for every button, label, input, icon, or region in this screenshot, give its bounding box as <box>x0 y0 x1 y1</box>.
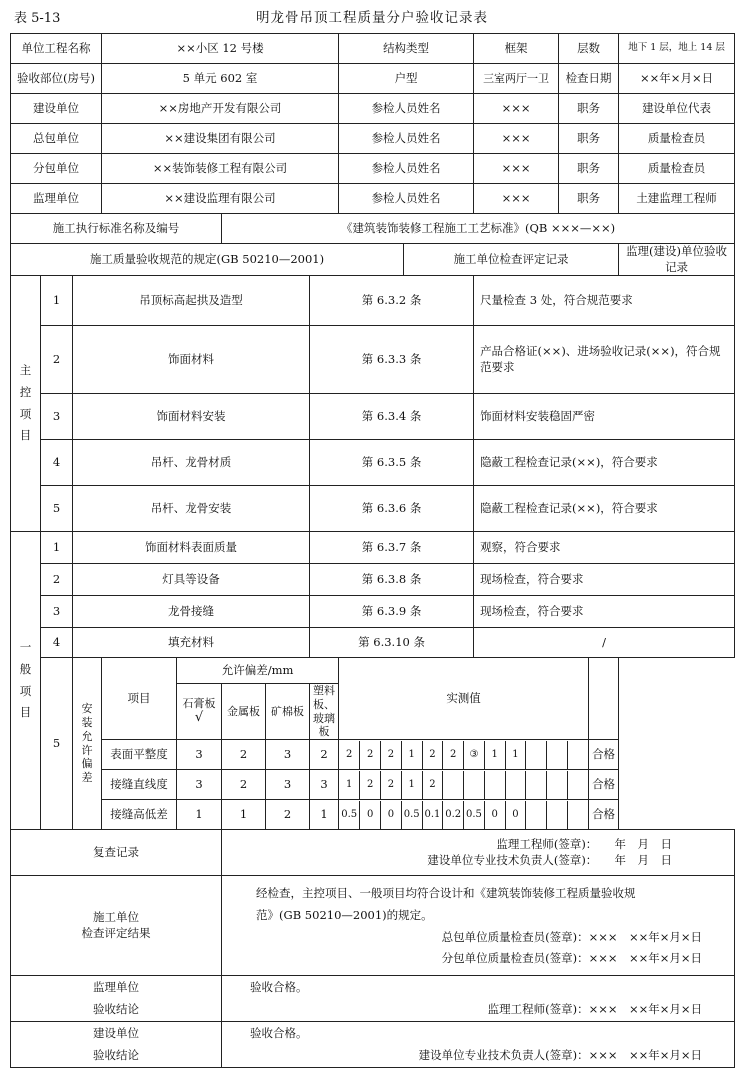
measured-value-cell: 0.2 <box>443 801 464 829</box>
item-clause: 第 6.3.10 条 <box>310 628 474 658</box>
main-item-row <box>11 486 735 532</box>
review-content <box>222 830 735 876</box>
main-item-row <box>11 394 735 440</box>
measured-value-cell <box>464 771 485 799</box>
measured-value-cell <box>567 771 588 799</box>
acceptance-form <box>10 33 735 1068</box>
item-record: / <box>474 628 735 658</box>
measured-value-cell <box>526 741 547 769</box>
participant-unit: 监理单位 <box>11 184 102 214</box>
measured-value-cell: 0 <box>381 801 402 829</box>
gypsum-board-label: 石膏板 <box>182 696 216 710</box>
owner-label-2: 验收结论 <box>93 1047 140 1062</box>
part-value: 5 单元 602 室 <box>102 64 339 94</box>
owner-sign: 建设单位专业技术负责人(签章)：××× ××年×月×日 <box>418 1047 703 1062</box>
participant-row <box>11 94 735 124</box>
item-record <box>474 486 735 532</box>
metal-board-header: 金属板 <box>222 684 266 740</box>
supervisor-conclusion-content <box>222 976 735 1022</box>
date-value: ××年×月×日 <box>619 64 735 94</box>
owner-conclusion-content <box>222 1022 735 1068</box>
contractor-label-2: 检查评定结果 <box>81 925 151 940</box>
tolerance-value: 2 <box>266 800 310 830</box>
participant-job-label: 职务 <box>559 124 619 154</box>
measured-value-cell: 2 <box>360 771 381 799</box>
unit-project-label: 单位工程名称 <box>11 34 102 64</box>
review-line-2: 建设单位专业技术负责人(签章)： 年 月 日 <box>427 852 673 867</box>
review-row <box>11 830 735 876</box>
contractor-conclusion-content <box>222 876 735 976</box>
allowed-deviation-label: 允许偏差/mm <box>177 658 339 684</box>
checkmark: √ <box>194 710 204 726</box>
owner-conclusion-label <box>11 1022 222 1068</box>
item-name: 填充材料 <box>73 628 310 658</box>
measured-value-cell: 2 <box>339 741 360 769</box>
item-no: 1 <box>41 276 73 326</box>
measured-value-cell <box>526 801 547 829</box>
supervisor-label-2: 验收结论 <box>93 1001 140 1016</box>
review-label: 复查记录 <box>11 830 222 876</box>
tolerance-result: 合格 <box>589 800 619 830</box>
item-no: 4 <box>41 628 73 658</box>
tolerance-value: 3 <box>177 770 222 800</box>
tolerance-value: 2 <box>310 740 339 770</box>
tolerance-value: 3 <box>266 770 310 800</box>
item-record <box>474 326 735 394</box>
item-record <box>474 532 735 564</box>
structure-label: 结构类型 <box>339 34 474 64</box>
participant-job-label: 职务 <box>559 184 619 214</box>
contractor-sign-2: 分包单位质量检查员(签章)：××× ××年×月×日 <box>441 951 703 966</box>
mineral-wool-board-header: 矿棉板 <box>266 684 310 740</box>
tolerance-group-text: 安 装 允 许 偏 差 <box>81 702 93 785</box>
supervisor-conclusion-label <box>11 976 222 1022</box>
measured-value-cell <box>505 771 526 799</box>
item-name: 灯具等设备 <box>73 564 310 596</box>
contractor-column-header: 施工单位检查评定记录 <box>404 244 619 276</box>
supervisor-column-header: 监理(建设)单位验收记录 <box>619 244 735 276</box>
item-name: 吊杆、龙骨安装 <box>73 486 310 532</box>
owner-text: 验收合格。 <box>250 1025 308 1040</box>
tolerance-item-name: 接缝直线度 <box>102 770 177 800</box>
measured-value-cell <box>547 801 568 829</box>
tolerance-result: 合格 <box>589 740 619 770</box>
item-record-text: 隐蔽工程检查记录(××)，符合要求 <box>480 500 658 515</box>
contractor-conclusion-label <box>11 876 222 976</box>
item-no: 2 <box>41 326 73 394</box>
item-no: 2 <box>41 564 73 596</box>
participant-name: ××× <box>474 154 559 184</box>
item-no: 5 <box>41 486 73 532</box>
date-label: 检查日期 <box>559 64 619 94</box>
item-record-text: 尺量检查 3 处，符合规范要求 <box>480 292 633 307</box>
participant-name: ××× <box>474 184 559 214</box>
item-record-text: 饰面材料安装稳固严密 <box>480 408 596 423</box>
contractor-conclusion-row <box>11 876 735 976</box>
item-no: 4 <box>41 440 73 486</box>
review-line-1: 监理工程师(签章)： 年 月 日 <box>496 837 673 852</box>
participant-name: ××× <box>474 94 559 124</box>
owner-label-1: 建设单位 <box>93 1025 140 1040</box>
participant-job-label: 职务 <box>559 154 619 184</box>
owner-conclusion-row <box>11 1022 735 1068</box>
item-clause: 第 6.3.8 条 <box>310 564 474 596</box>
measured-grid <box>339 801 588 829</box>
floors-label: 层数 <box>559 34 619 64</box>
contractor-label-1: 施工单位 <box>93 910 140 925</box>
item-record-text: 现场检查，符合要求 <box>480 571 584 586</box>
item-clause: 第 6.3.3 条 <box>310 326 474 394</box>
tolerance-value: 1 <box>310 800 339 830</box>
measured-value-cell: 2 <box>422 741 443 769</box>
standard-label: 施工执行标准名称及编号 <box>11 214 222 244</box>
measured-value-cell: 2 <box>381 741 402 769</box>
item-name: 龙骨接缝 <box>73 596 310 628</box>
participant-name-label: 参检人员姓名 <box>339 94 474 124</box>
main-item-row <box>11 440 735 486</box>
tolerance-header-row-1 <box>11 658 735 684</box>
item-name: 饰面材料 <box>73 326 310 394</box>
tolerance-row <box>11 800 735 830</box>
item-record <box>474 276 735 326</box>
tolerance-result: 合格 <box>589 770 619 800</box>
participant-name-label: 参检人员姓名 <box>339 124 474 154</box>
plastic-glass-board-header: 塑料板、玻璃板 <box>310 684 339 740</box>
item-record <box>474 564 735 596</box>
part-label: 验收部位(房号) <box>11 64 102 94</box>
tolerance-value: 1 <box>177 800 222 830</box>
main-group-label <box>11 276 41 532</box>
measured-value-cell: 1 <box>401 771 422 799</box>
measured-value-cell: 2 <box>381 771 402 799</box>
measured-value-cell <box>547 771 568 799</box>
participant-name: ××× <box>474 124 559 154</box>
measured-values <box>339 800 589 830</box>
tolerance-value: 3 <box>266 740 310 770</box>
supervisor-conclusion-row <box>11 976 735 1022</box>
tolerance-item-name: 接缝高低差 <box>102 800 177 830</box>
measured-grid <box>339 741 588 769</box>
measured-grid <box>339 771 588 799</box>
measured-value-cell <box>567 801 588 829</box>
item-no: 1 <box>41 532 73 564</box>
measured-values <box>339 740 589 770</box>
house-type-label: 户型 <box>339 64 474 94</box>
measured-value-cell <box>484 771 505 799</box>
item-record-text: 产品合格证(××)、进场验收记录(××)，符合规范要求 <box>480 344 721 374</box>
measured-value-cell: 1 <box>339 771 360 799</box>
item-name: 饰面材料安装 <box>73 394 310 440</box>
house-type-value: 三室两厅一卫 <box>474 64 559 94</box>
item-record <box>474 394 735 440</box>
item-record-text: 观察，符合要求 <box>480 539 561 554</box>
participant-company: ××房地产开发有限公司 <box>102 94 339 124</box>
measured-value-cell <box>443 771 464 799</box>
measured-value-cell <box>526 771 547 799</box>
supervisor-label-1: 监理单位 <box>93 979 140 994</box>
measured-value-cell: 0 <box>505 801 526 829</box>
contractor-sign-1: 总包单位质量检查员(签章)：××× ××年×月×日 <box>441 929 703 944</box>
participant-name-label: 参检人员姓名 <box>339 184 474 214</box>
participant-company: ××建设集团有限公司 <box>102 124 339 154</box>
page-title: 明龙骨吊顶工程质量分户验收记录表 <box>256 10 488 26</box>
item-clause: 第 6.3.6 条 <box>310 486 474 532</box>
main-group-text: 主 控 项 目 <box>19 362 32 443</box>
floors-value: 地下 1 层，地上 14 层 <box>619 34 735 64</box>
structure-value: 框架 <box>474 34 559 64</box>
gypsum-board-header <box>177 684 222 740</box>
measured-value-cell: 1 <box>484 741 505 769</box>
tolerance-value: 2 <box>222 740 266 770</box>
item-clause: 第 6.3.2 条 <box>310 276 474 326</box>
tolerance-value: 1 <box>222 800 266 830</box>
table-number: 表 5-13 <box>14 11 61 26</box>
header-row-1 <box>11 34 735 64</box>
header-row-2 <box>11 64 735 94</box>
unit-project-value: ××小区 12 号楼 <box>102 34 339 64</box>
item-no: 3 <box>41 394 73 440</box>
general-item-row <box>11 596 735 628</box>
main-item-row <box>11 276 735 326</box>
measured-value-cell: 2 <box>360 741 381 769</box>
tolerance-value: 2 <box>222 770 266 800</box>
tolerance-value: 3 <box>177 740 222 770</box>
tolerance-row <box>11 740 735 770</box>
general-item-row <box>11 532 735 564</box>
contractor-text-1: 经检查，主控项目、一般项目均符合设计和《建筑装饰装修工程质量验收规 <box>256 885 636 900</box>
participant-job: 质量检查员 <box>619 124 735 154</box>
item-clause: 第 6.3.7 条 <box>310 532 474 564</box>
main-item-row <box>11 326 735 394</box>
measured-value-cell: 0.5 <box>339 801 360 829</box>
participant-company: ××建设监理有限公司 <box>102 184 339 214</box>
measured-value-cell: 0 <box>484 801 505 829</box>
participant-row <box>11 154 735 184</box>
general-group-text: 一 般 项 目 <box>19 639 32 720</box>
tolerance-result-header <box>589 658 619 740</box>
measured-value-cell <box>547 741 568 769</box>
item-record <box>474 596 735 628</box>
contractor-text-2: 范》(GB 50210—2001)的规定。 <box>256 907 433 922</box>
supervisor-text: 验收合格。 <box>250 979 308 994</box>
spec-column-header: 施工质量验收规范的规定(GB 50210—2001) <box>11 244 404 276</box>
measured-value-cell: 0.5 <box>401 801 422 829</box>
measured-value-cell: 0 <box>360 801 381 829</box>
tolerance-item-label: 项目 <box>102 658 177 740</box>
item-record <box>474 440 735 486</box>
participant-job: 质量检查员 <box>619 154 735 184</box>
participant-row <box>11 184 735 214</box>
participant-unit: 总包单位 <box>11 124 102 154</box>
participant-job-label: 职务 <box>559 94 619 124</box>
tolerance-row <box>11 770 735 800</box>
item-name: 饰面材料表面质量 <box>73 532 310 564</box>
item-record-text: 隐蔽工程检查记录(××)，符合要求 <box>480 454 658 469</box>
measured-value-cell: 1 <box>401 741 422 769</box>
measured-value-cell: 1 <box>505 741 526 769</box>
item-clause: 第 6.3.9 条 <box>310 596 474 628</box>
participant-unit: 建设单位 <box>11 94 102 124</box>
measured-value-cell <box>567 741 588 769</box>
participant-job: 土建监理工程师 <box>619 184 735 214</box>
standard-value: 《建筑装饰装修工程施工工艺标准》(QB ×××—××) <box>222 214 735 244</box>
item-clause: 第 6.3.4 条 <box>310 394 474 440</box>
participant-company: ××装饰装修工程有限公司 <box>102 154 339 184</box>
tolerance-group-label <box>73 658 102 830</box>
item-no: 3 <box>41 596 73 628</box>
tolerance-item-name: 表面平整度 <box>102 740 177 770</box>
participant-job: 建设单位代表 <box>619 94 735 124</box>
tolerance-value: 3 <box>310 770 339 800</box>
measured-value-cell: 2 <box>422 771 443 799</box>
item-name: 吊顶标高起拱及造型 <box>73 276 310 326</box>
measured-value-cell: 0.5 <box>464 801 485 829</box>
supervisor-sign: 监理工程师(签章)：××× ××年×月×日 <box>487 1001 703 1016</box>
general-item-row <box>11 628 735 658</box>
item-record-text: 现场检查，符合要求 <box>480 603 584 618</box>
general-group-label <box>11 532 41 830</box>
item-clause: 第 6.3.5 条 <box>310 440 474 486</box>
general-item-row <box>11 564 735 596</box>
measured-values <box>339 770 589 800</box>
measured-value-cell: ③ <box>464 741 485 769</box>
standard-row <box>11 214 735 244</box>
participant-name-label: 参检人员姓名 <box>339 154 474 184</box>
column-header-row <box>11 244 735 276</box>
measured-label: 实测值 <box>339 658 589 740</box>
participant-unit: 分包单位 <box>11 154 102 184</box>
participant-row <box>11 124 735 154</box>
tolerance-no: 5 <box>41 658 73 830</box>
item-name: 吊杆、龙骨材质 <box>73 440 310 486</box>
measured-value-cell: 0.1 <box>422 801 443 829</box>
measured-value-cell: 2 <box>443 741 464 769</box>
